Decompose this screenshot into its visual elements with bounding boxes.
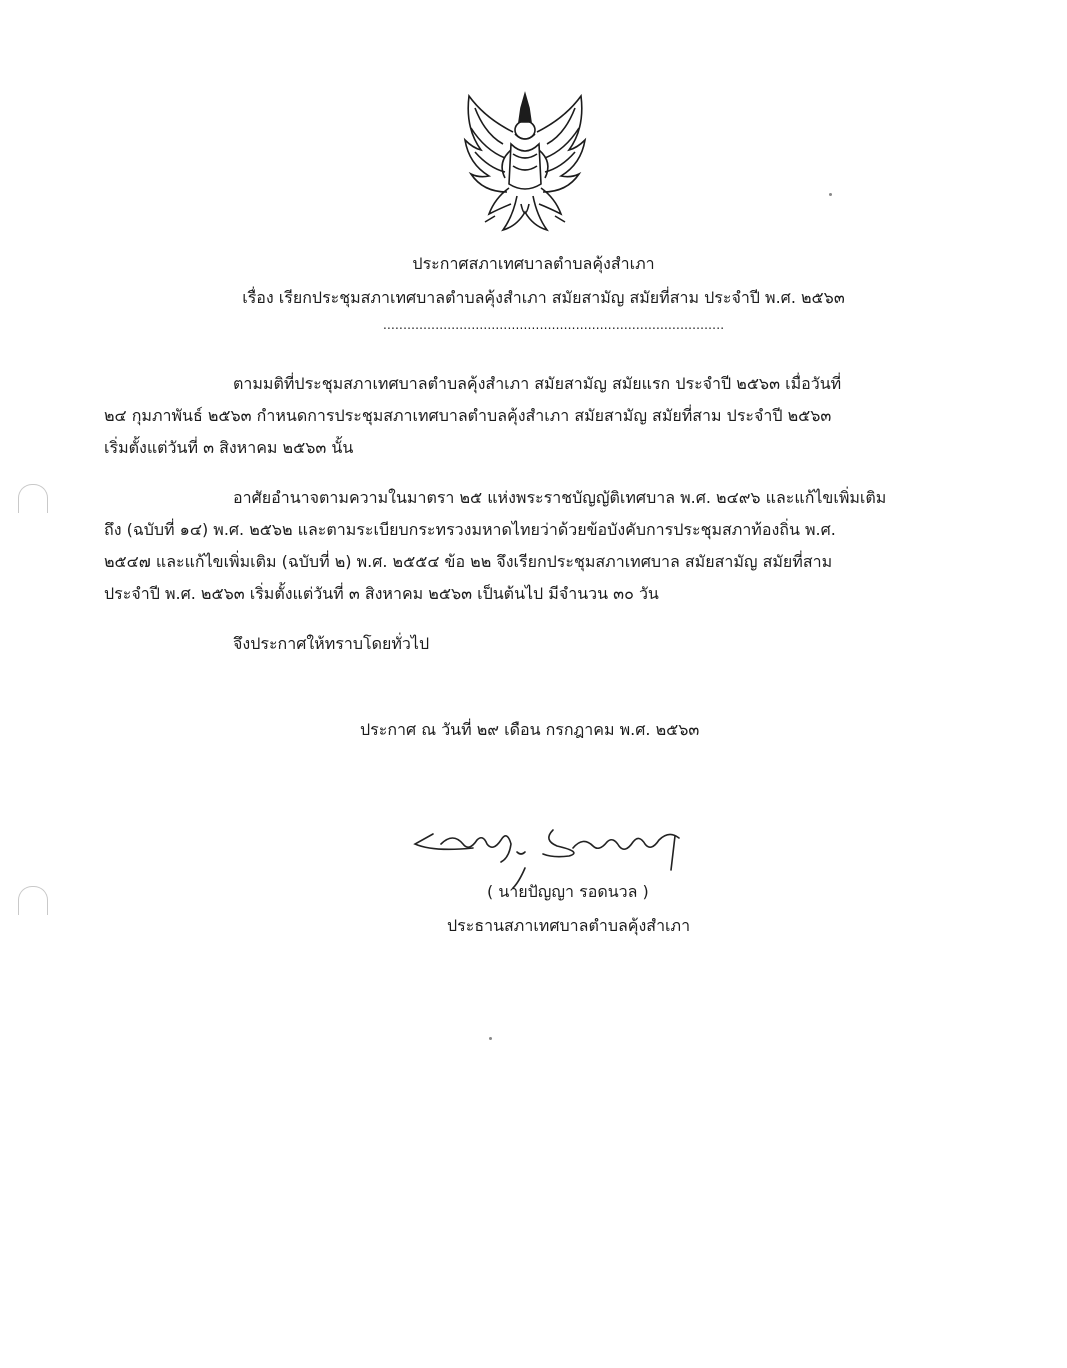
paragraph2-line2: ถึง (ฉบับที่ ๑๔) พ.ศ. ๒๕๖๒ และตามระเบียบกระทรวงมหาดไทยว่าด้วยข้อบังคับการประชุมสภาท้องถิ่น พ.ศ. [104,520,836,539]
paragraph2-line3: ๒๕๔๗ และแก้ไขเพิ่มเติม (ฉบับที่ ๒) พ.ศ. ๒๕๕๔ ข้อ ๒๒ จึงเรียกประชุมสภาเทศบาล สมัยสามัญ สมัยที่สาม [104,552,833,571]
announcement-subject: เรื่อง เรียกประชุมสภาเทศบาลตำบลคุ้งสำเภา สมัยสามัญ สมัยที่สาม ประจำปี พ.ศ. ๒๕๖๓ [242,288,845,307]
paragraph2-line1: อาศัยอำนาจตามความในมาตรา ๒๕ แห่งพระราชบัญญัติเทศบาล พ.ศ. ๒๔๙๖ และแก้ไขเพิ่มเติม [233,488,887,507]
closing-statement: จึงประกาศให้ทราบโดยทั่วไป [233,634,430,653]
garuda-emblem-icon [455,88,595,238]
announcement-title: ประกาศสภาเทศบาลตำบลคุ้งสำเภา [412,254,655,273]
signatory-position: ประธานสภาเทศบาลตำบลคุ้งสำเภา [447,916,691,935]
paragraph1-line2: ๒๔ กุมภาพันธ์ ๒๕๖๓ กำหนดการประชุมสภาเทศบาลตำบลคุ้งสำเภา สมัยสามัญ สมัยที่สาม ประจำปี ๒๕๖๓ [104,406,832,425]
announcement-date: ประกาศ ณ วันที่ ๒๙ เดือน กรกฎาคม พ.ศ. ๒๕๖๓ [360,720,700,739]
separator-dots: ..................................................................................... [383,318,725,332]
paragraph1-line1: ตามมติที่ประชุมสภาเทศบาลตำบลคุ้งสำเภา สมัยสามัญ สมัยแรก ประจำปี ๒๕๖๓ เมื่อวันที่ [233,374,842,393]
binder-hole-top [18,484,48,513]
binder-hole-bottom [18,886,48,915]
scan-speck [489,1037,492,1040]
paragraph2-line4: ประจำปี พ.ศ. ๒๕๖๓ เริ่มตั้งแต่วันที่ ๓ สิงหาคม ๒๕๖๓ เป็นต้นไป มีจำนวน ๓๐ วัน [104,584,659,603]
paragraph1-line3: เริ่มตั้งแต่วันที่ ๓ สิงหาคม ๒๕๖๓ นั้น [104,438,354,457]
scan-speck [829,193,832,196]
signatory-name: ( นายปัญญา รอดนวล ) [487,882,649,901]
